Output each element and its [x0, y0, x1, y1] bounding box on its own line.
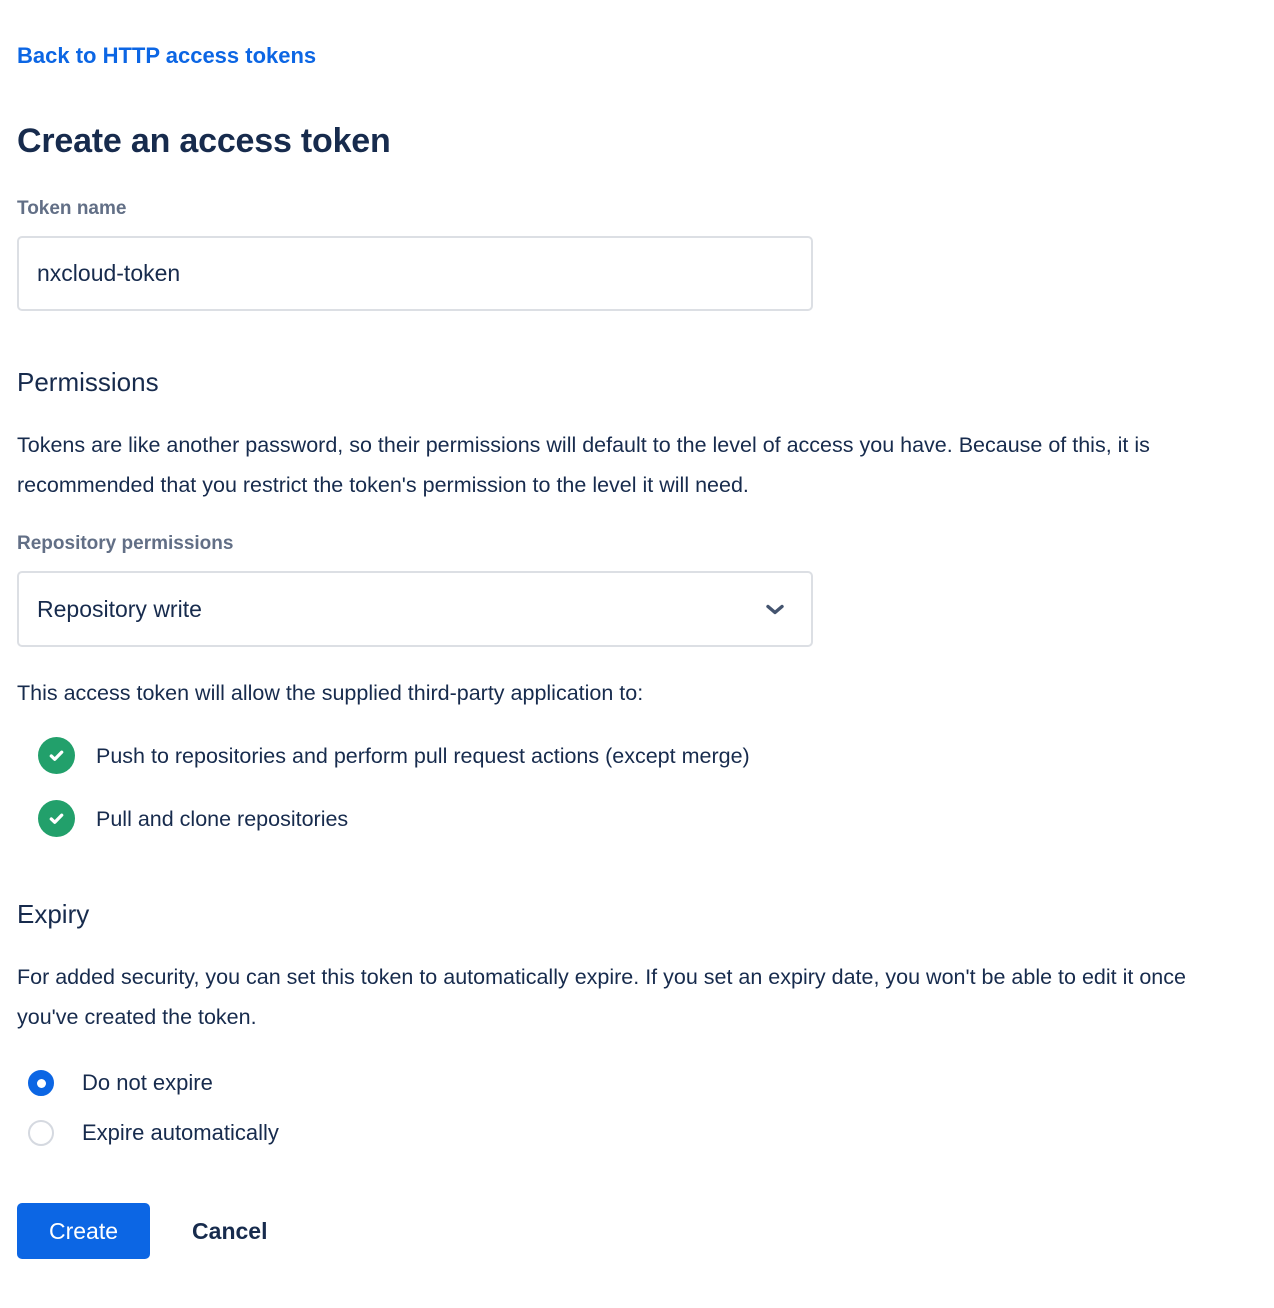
expiry-radio-group	[17, 1069, 1214, 1147]
back-to-http-access-tokens-link[interactable]: Back to HTTP access tokens	[17, 43, 317, 68]
token-name-input[interactable]	[17, 236, 813, 311]
repository-permissions-label: Repository permissions	[17, 533, 234, 554]
capability-row	[17, 737, 1214, 774]
radio-option-do-not-expire[interactable]	[17, 1069, 1214, 1097]
check-circle-icon	[38, 737, 75, 774]
token-name-label: Token name	[17, 198, 127, 219]
permissions-heading: Permissions	[17, 367, 159, 397]
radio-label: Do not expire	[82, 1070, 213, 1095]
radio-label: Expire automatically	[82, 1120, 279, 1145]
capability-list	[17, 737, 1214, 837]
radio-option-expire-automatically[interactable]	[17, 1119, 1214, 1147]
repository-permissions-selected-value: Repository write	[37, 595, 202, 622]
repository-permissions-select[interactable]	[17, 571, 813, 647]
radio-selected-icon[interactable]	[28, 1070, 54, 1096]
capability-text: Pull and clone repositories	[96, 806, 349, 831]
expiry-description: For added security, you can set this token to automatically expire. If you set an expiry date, you won't be able to edit it once you've created the token.	[17, 965, 1186, 1029]
expiry-heading: Expiry	[17, 899, 90, 929]
radio-unselected-icon[interactable]	[28, 1120, 54, 1146]
form-actions	[17, 1203, 1214, 1259]
capability-text: Push to repositories and perform pull request actions (except merge)	[96, 743, 750, 768]
create-button[interactable]: Create	[17, 1203, 150, 1259]
permissions-description: Tokens are like another password, so their permissions will default to the level of access you have. Because of this, it is recommended that you restrict the token's permission to the level it will need.	[17, 433, 1150, 497]
chevron-down-icon	[763, 597, 787, 621]
check-circle-icon	[38, 800, 75, 837]
capability-row	[17, 800, 1214, 837]
cancel-button[interactable]: Cancel	[192, 1217, 268, 1244]
page-title: Create an access token	[17, 122, 391, 160]
allow-intro-text: This access token will allow the supplied third-party application to:	[17, 681, 644, 705]
